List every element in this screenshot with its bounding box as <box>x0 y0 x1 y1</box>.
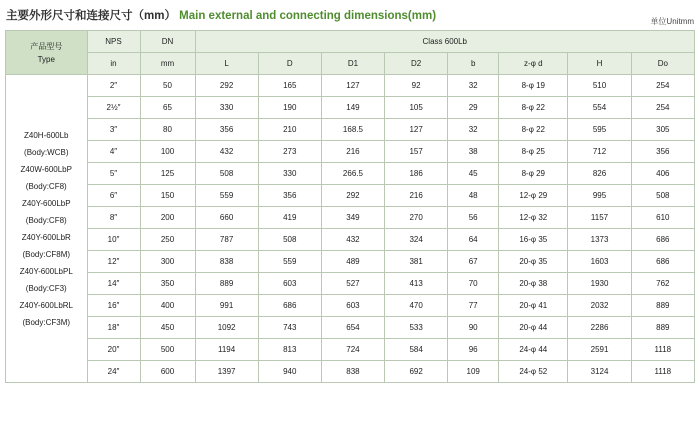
cell-dn: 600 <box>140 361 195 383</box>
cell-d: 330 <box>258 163 321 185</box>
cell-b: 48 <box>448 185 499 207</box>
header-dn: DN <box>140 31 195 53</box>
cell-d1: 127 <box>321 75 384 97</box>
cell-l: 838 <box>195 251 258 273</box>
model-body: (Body:WCB) <box>24 147 69 157</box>
cell-dn: 80 <box>140 119 195 141</box>
cell-dn: 450 <box>140 317 195 339</box>
cell-d2: 270 <box>385 207 448 229</box>
cell-d1: 292 <box>321 185 384 207</box>
cell-do: 305 <box>631 119 694 141</box>
cell-dn: 500 <box>140 339 195 361</box>
cell-dn: 400 <box>140 295 195 317</box>
header-type <box>6 31 88 75</box>
cell-l: 991 <box>195 295 258 317</box>
cell-nps: 16″ <box>87 295 140 317</box>
cell-h: 2286 <box>568 317 631 339</box>
cell-zd: 12-φ 29 <box>499 185 568 207</box>
cell-d: 559 <box>258 251 321 273</box>
cell-dn: 250 <box>140 229 195 251</box>
header-type-en: Type <box>37 54 55 64</box>
cell-do: 1118 <box>631 361 694 383</box>
cell-b: 96 <box>448 339 499 361</box>
table-row <box>6 119 695 141</box>
cell-zd: 8-φ 29 <box>499 163 568 185</box>
header-type-cn: 产品型号 <box>30 41 63 51</box>
cell-b: 32 <box>448 75 499 97</box>
cell-d2: 186 <box>385 163 448 185</box>
cell-b: 109 <box>448 361 499 383</box>
cell-zd: 20-φ 35 <box>499 251 568 273</box>
cell-h: 510 <box>568 75 631 97</box>
cell-d1: 432 <box>321 229 384 251</box>
cell-h: 2591 <box>568 339 631 361</box>
table-row <box>6 361 695 383</box>
cell-dn: 150 <box>140 185 195 207</box>
table-row <box>6 185 695 207</box>
cell-nps: 18″ <box>87 317 140 339</box>
cell-b: 67 <box>448 251 499 273</box>
cell-nps: 24″ <box>87 361 140 383</box>
cell-d: 210 <box>258 119 321 141</box>
cell-d: 508 <box>258 229 321 251</box>
cell-nps: 6″ <box>87 185 140 207</box>
cell-do: 889 <box>631 295 694 317</box>
cell-d1: 603 <box>321 295 384 317</box>
cell-d: 356 <box>258 185 321 207</box>
cell-nps: 4″ <box>87 141 140 163</box>
page-title-en: Main external and connecting dimensions(mm) <box>179 10 437 22</box>
table-row <box>6 295 695 317</box>
cell-dn: 100 <box>140 141 195 163</box>
cell-do: 254 <box>631 75 694 97</box>
cell-d1: 216 <box>321 141 384 163</box>
cell-d2: 324 <box>385 229 448 251</box>
cell-d2: 584 <box>385 339 448 361</box>
cell-b: 32 <box>448 119 499 141</box>
model-name: Z40Y-600LbR <box>21 232 71 242</box>
cell-h: 595 <box>568 119 631 141</box>
table-row <box>6 251 695 273</box>
cell-l: 559 <box>195 185 258 207</box>
cell-d1: 149 <box>321 97 384 119</box>
header-nps: NPS <box>87 31 140 53</box>
model-body: (Body:CF8) <box>25 181 67 191</box>
cell-h: 712 <box>568 141 631 163</box>
cell-d2: 127 <box>385 119 448 141</box>
header-col-b: b <box>448 53 499 75</box>
cell-nps: 3″ <box>87 119 140 141</box>
cell-d2: 470 <box>385 295 448 317</box>
cell-l: 432 <box>195 141 258 163</box>
page-title-cn: 主要外形尺寸和连接尺寸（mm） <box>6 10 176 22</box>
dimensions-table <box>5 30 695 383</box>
cell-do: 762 <box>631 273 694 295</box>
cell-d1: 266.5 <box>321 163 384 185</box>
cell-do: 686 <box>631 229 694 251</box>
cell-d: 940 <box>258 361 321 383</box>
cell-h: 3124 <box>568 361 631 383</box>
model-name: Z40Y-600LbRL <box>19 300 74 310</box>
cell-zd: 20-φ 41 <box>499 295 568 317</box>
cell-zd: 24-φ 44 <box>499 339 568 361</box>
cell-zd: 8-φ 25 <box>499 141 568 163</box>
model-name: Z40H-600Lb <box>24 130 69 140</box>
cell-d2: 216 <box>385 185 448 207</box>
model-body: (Body:CF3M) <box>22 317 71 327</box>
cell-h: 995 <box>568 185 631 207</box>
cell-d: 813 <box>258 339 321 361</box>
cell-dn: 200 <box>140 207 195 229</box>
cell-d: 686 <box>258 295 321 317</box>
page-title <box>0 0 700 27</box>
cell-nps: 8″ <box>87 207 140 229</box>
cell-l: 292 <box>195 75 258 97</box>
header-col-l: L <box>195 53 258 75</box>
cell-nps: 12″ <box>87 251 140 273</box>
cell-zd: 24-φ 52 <box>499 361 568 383</box>
cell-do: 406 <box>631 163 694 185</box>
cell-zd: 8-φ 22 <box>499 97 568 119</box>
cell-l: 1397 <box>195 361 258 383</box>
table-row <box>6 141 695 163</box>
cell-zd: 20-φ 38 <box>499 273 568 295</box>
cell-d1: 654 <box>321 317 384 339</box>
header-dn-unit: mm <box>140 53 195 75</box>
cell-d: 165 <box>258 75 321 97</box>
cell-l: 1092 <box>195 317 258 339</box>
cell-nps: 5″ <box>87 163 140 185</box>
cell-d1: 527 <box>321 273 384 295</box>
cell-d2: 413 <box>385 273 448 295</box>
cell-h: 1157 <box>568 207 631 229</box>
cell-d2: 692 <box>385 361 448 383</box>
cell-d: 743 <box>258 317 321 339</box>
cell-b: 77 <box>448 295 499 317</box>
cell-h: 1603 <box>568 251 631 273</box>
cell-l: 889 <box>195 273 258 295</box>
model-name: Z40Y-600LbP <box>21 198 71 208</box>
header-class: Class 600Lb <box>195 31 694 53</box>
cell-zd: 16-φ 35 <box>499 229 568 251</box>
model-body: (Body:CF8) <box>25 215 67 225</box>
cell-h: 554 <box>568 97 631 119</box>
cell-h: 1930 <box>568 273 631 295</box>
model-list-cell <box>6 75 88 383</box>
cell-l: 356 <box>195 119 258 141</box>
header-col-d: D <box>258 53 321 75</box>
cell-b: 29 <box>448 97 499 119</box>
cell-d: 419 <box>258 207 321 229</box>
cell-do: 508 <box>631 185 694 207</box>
header-col-do: Do <box>631 53 694 75</box>
cell-b: 56 <box>448 207 499 229</box>
cell-dn: 125 <box>140 163 195 185</box>
table-row <box>6 207 695 229</box>
table-header-row-2 <box>6 53 695 75</box>
cell-d1: 349 <box>321 207 384 229</box>
cell-nps: 20″ <box>87 339 140 361</box>
cell-do: 356 <box>631 141 694 163</box>
cell-l: 787 <box>195 229 258 251</box>
cell-dn: 65 <box>140 97 195 119</box>
table-header-row-1 <box>6 31 695 53</box>
cell-zd: 8-φ 22 <box>499 119 568 141</box>
cell-d2: 105 <box>385 97 448 119</box>
cell-zd: 20-φ 44 <box>499 317 568 339</box>
cell-zd: 8-φ 19 <box>499 75 568 97</box>
header-col-zd: z-φ d <box>499 53 568 75</box>
cell-do: 610 <box>631 207 694 229</box>
table-row <box>6 317 695 339</box>
cell-dn: 50 <box>140 75 195 97</box>
table-row <box>6 229 695 251</box>
cell-d2: 381 <box>385 251 448 273</box>
cell-nps: 14″ <box>87 273 140 295</box>
cell-d2: 92 <box>385 75 448 97</box>
cell-d: 190 <box>258 97 321 119</box>
cell-h: 1373 <box>568 229 631 251</box>
cell-nps: 2½″ <box>87 97 140 119</box>
header-nps-unit: in <box>87 53 140 75</box>
cell-l: 508 <box>195 163 258 185</box>
cell-h: 2032 <box>568 295 631 317</box>
table-row <box>6 97 695 119</box>
model-name: Z40W-600LbP <box>20 164 72 174</box>
header-col-h: H <box>568 53 631 75</box>
cell-dn: 350 <box>140 273 195 295</box>
cell-l: 1194 <box>195 339 258 361</box>
table-row <box>6 75 695 97</box>
cell-nps: 2″ <box>87 75 140 97</box>
cell-b: 64 <box>448 229 499 251</box>
model-body: (Body:CF8M) <box>22 249 71 259</box>
header-col-d1: D1 <box>321 53 384 75</box>
table-row <box>6 273 695 295</box>
cell-do: 1118 <box>631 339 694 361</box>
cell-l: 330 <box>195 97 258 119</box>
cell-b: 45 <box>448 163 499 185</box>
cell-b: 90 <box>448 317 499 339</box>
cell-d: 273 <box>258 141 321 163</box>
cell-do: 889 <box>631 317 694 339</box>
cell-l: 660 <box>195 207 258 229</box>
cell-d: 603 <box>258 273 321 295</box>
model-name: Z40Y-600LbPL <box>19 266 73 276</box>
cell-d1: 724 <box>321 339 384 361</box>
cell-do: 254 <box>631 97 694 119</box>
cell-b: 38 <box>448 141 499 163</box>
cell-d2: 533 <box>385 317 448 339</box>
cell-d1: 838 <box>321 361 384 383</box>
cell-dn: 300 <box>140 251 195 273</box>
table-row <box>6 339 695 361</box>
cell-b: 70 <box>448 273 499 295</box>
cell-do: 686 <box>631 251 694 273</box>
cell-d1: 489 <box>321 251 384 273</box>
cell-d2: 157 <box>385 141 448 163</box>
cell-zd: 12-φ 32 <box>499 207 568 229</box>
cell-h: 826 <box>568 163 631 185</box>
cell-d1: 168.5 <box>321 119 384 141</box>
unit-note: 单位Unitmm <box>650 17 694 26</box>
header-col-d2: D2 <box>385 53 448 75</box>
cell-nps: 10″ <box>87 229 140 251</box>
model-body: (Body:CF3) <box>25 283 67 293</box>
table-row <box>6 163 695 185</box>
